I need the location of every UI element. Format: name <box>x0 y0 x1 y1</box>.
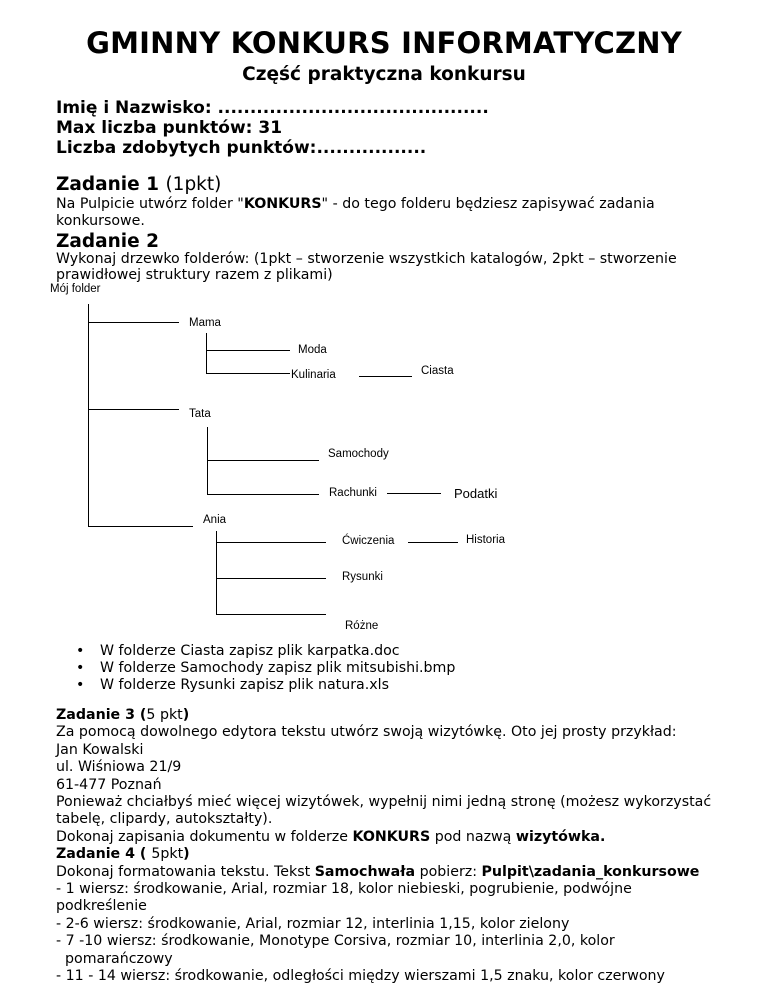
task-1-points: (1pkt) <box>165 174 222 195</box>
tree-connector <box>216 614 326 615</box>
task-4-line: - 1 wiersz: środkowanie, Arial, rozmiar 18, kolor niebieski, pogrubienie, podwójne <box>56 881 632 898</box>
tree-connector <box>216 578 326 579</box>
name-field-line: Imię i Nazwisko: .......................................... <box>56 98 489 118</box>
tree-connector <box>88 322 179 323</box>
task-2-title: Zadanie 2 <box>56 231 159 252</box>
folder-kulinaria: Kulinaria <box>291 369 336 381</box>
tree-connector <box>88 409 179 410</box>
folder-historia: Historia <box>466 534 505 546</box>
task-3-line: Za pomocą dowolnego edytora tekstu utwórz swoją wizytówkę. Oto jej prosty przykład: <box>56 724 677 741</box>
tree-connector <box>359 376 412 377</box>
folder-samochody: Samochody <box>328 448 389 460</box>
list-item: • W folderze Samochody zapisz plik mitsubishi.bmp <box>76 660 456 676</box>
task-3-line: Ponieważ chciałbyś mieć więcej wizytówek, wypełnij nimi jedną stronę (możesz wykorzystać <box>56 794 712 811</box>
task-1-heading <box>56 174 221 195</box>
max-points-line: Max liczba punktów: 31 <box>56 118 283 138</box>
task-2-text-line-1: Wykonaj drzewko folderów: (1pkt – stworzenie wszystkich katalogów, 2pkt – stworzenie <box>56 251 677 267</box>
list-item: • W folderze Ciasta zapisz plik karpatka.doc <box>76 643 400 659</box>
page-title: GMINNY KONKURS INFORMATYCZNY <box>86 26 682 60</box>
tree-connector <box>207 494 319 495</box>
task-3-line: 61-477 Poznań <box>56 776 162 793</box>
task-3-line: Dokonaj zapisania dokumentu w folderze KONKURS pod nazwą wizytówka. <box>56 828 606 845</box>
folder-tata: Tata <box>189 408 211 420</box>
task-4-line: Dokonaj formatowania tekstu. Tekst Samochwała pobierz: Pulpit\zadania_konkursowe <box>56 863 700 880</box>
task-1-text-line-2: konkursowe. <box>56 213 145 229</box>
folder-ania: Ania <box>203 514 227 526</box>
bullet-list <box>56 643 455 694</box>
task-1-text-line-1: Na Pulpicie utwórz folder "KONKURS" - do tego folderu będziesz zapisywać zadania <box>56 196 655 212</box>
task-1-title: Zadanie 1 <box>56 174 159 195</box>
tree-connector <box>206 350 290 351</box>
task-4-line: podkreślenie <box>56 898 147 915</box>
folder-mama: Mama <box>189 317 221 329</box>
folder-moda: Moda <box>298 344 327 356</box>
folder-rozne: Różne <box>345 620 379 632</box>
task-4-heading: Zadanie 4 ( 5pkt) <box>56 846 190 863</box>
bullet-icon: • <box>76 677 85 693</box>
folder-podatki: Podatki <box>454 486 498 501</box>
bullet-icon: • <box>76 660 85 676</box>
page-subtitle: Część praktyczna konkursu <box>242 64 526 85</box>
tree-connector <box>207 460 319 461</box>
tree-connector <box>408 542 458 543</box>
folder-ciasta: Ciasta <box>421 365 454 377</box>
task-2-text-line-2: prawidłowej struktury razem z plikami) <box>56 267 333 283</box>
task-4-line: - 7 -10 wiersz: środkowanie, Monotype Corsiva, rozmiar 10, interlinia 2,0, kolor <box>56 933 615 950</box>
list-item: • W folderze Rysunki zapisz plik natura.xls <box>76 677 389 693</box>
folder-rachunki: Rachunki <box>329 487 377 499</box>
task-3-heading: Zadanie 3 (5 pkt) <box>56 707 190 723</box>
folder-rysunki: Rysunki <box>342 571 383 583</box>
task-3-line: ul. Wiśniowa 21/9 <box>56 759 182 776</box>
tree-root-label: Mój folder <box>50 283 101 295</box>
tree-connector <box>88 526 193 527</box>
task-4-line: - 2-6 wiersz: środkowanie, Arial, rozmiar 12, interlinia 1,15, kolor zielony <box>56 915 570 932</box>
tree-connector <box>206 333 207 373</box>
task-3-line: tabelę, clipardy, autokształty). <box>56 811 273 828</box>
tree-connector <box>206 373 290 374</box>
earned-points-line: Liczba zdobytych punktów:................. <box>56 138 427 158</box>
tree-connector <box>88 304 89 527</box>
task-3-line: Jan Kowalski <box>56 741 144 758</box>
bullet-icon: • <box>76 643 85 659</box>
tree-connector <box>387 493 441 494</box>
task-4-line: pomarańczowy <box>56 950 173 967</box>
folder-cwiczenia: Ćwiczenia <box>342 535 395 547</box>
tree-connector <box>216 531 217 614</box>
tree-connector <box>216 542 326 543</box>
task-3-block <box>56 707 736 986</box>
task-4-line: - 11 - 14 wiersz: środkowanie, odległości między wierszami 1,5 znaku, kolor czerwony <box>56 968 665 985</box>
